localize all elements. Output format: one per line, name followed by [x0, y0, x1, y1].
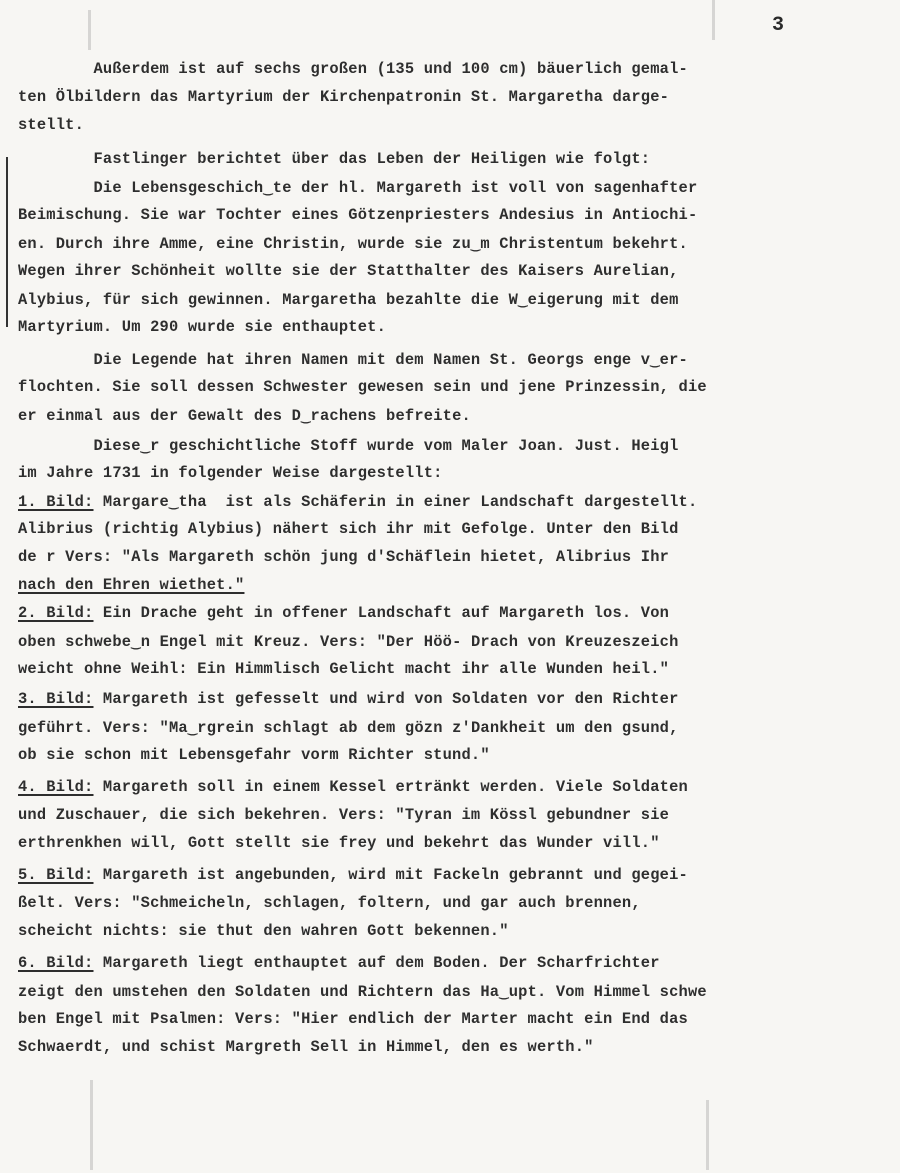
line: Die Lebensgeschich‿te der hl. Margareth ist voll von sagenhafter	[18, 179, 698, 197]
page-number: 3	[772, 14, 785, 37]
picture-3-line	[18, 690, 679, 708]
margin-line	[6, 157, 8, 327]
line: Diese‿r geschichtliche Stoff wurde vom Maler Joan. Just. Heigl	[18, 437, 679, 455]
line: zeigt den umstehen den Soldaten und Richtern das Ha‿upt. Vom Himmel schwe	[18, 983, 707, 1001]
line: ßelt. Vers: "Schmeicheln, schlagen, foltern, und gar auch brennen,	[18, 894, 641, 912]
line: weicht ohne Weihl: Ein Himmlisch Gelicht macht ihr alle Wunden heil."	[18, 660, 670, 678]
picture-2-line	[18, 604, 669, 622]
line: Beimischung. Sie war Tochter eines Götzenpriesters Andesius in Antiochi-	[18, 206, 698, 224]
picture-label: 5. Bild:	[18, 866, 94, 884]
line: geführt. Vers: "Ma‿rgrein schlagt ab dem gözn z'Dankheit um den gsund,	[18, 719, 679, 737]
picture-label: 6. Bild:	[18, 954, 94, 972]
line: nach den Ehren wiethet."	[18, 576, 245, 594]
line: Alybius, für sich gewinnen. Margaretha bezahlte die W‿eigerung mit dem	[18, 291, 679, 309]
line: Alibrius (richtig Alybius) nähert sich ihr mit Gefolge. Unter den Bild	[18, 520, 679, 538]
line: Wegen ihrer Schönheit wollte sie der Statthalter des Kaisers Aurelian,	[18, 262, 679, 280]
picture-text: Ein Drache geht in offener Landschaft auf Margareth los. Von	[93, 604, 670, 622]
line: und Zuschauer, die sich bekehren. Vers: "Tyran im Kössl gebundner sie	[18, 806, 670, 824]
picture-4-line	[18, 778, 688, 796]
scan-speck	[712, 0, 715, 40]
line: Außerdem ist auf sechs großen (135 und 100 cm) bäuerlich gemal-	[18, 60, 688, 78]
line: flochten. Sie soll dessen Schwester gewesen sein und jene Prinzessin, die	[18, 378, 707, 396]
picture-text: Margareth ist gefesselt und wird von Soldaten vor den Richter	[93, 690, 679, 708]
line: oben schwebe‿n Engel mit Kreuz. Vers: "Der Höö- Drach von Kreuzeszeich	[18, 633, 679, 651]
picture-label: 1. Bild:	[18, 493, 94, 511]
picture-text: Margareth liegt enthauptet auf dem Boden. Der Scharfrichter	[93, 954, 660, 972]
line: Die Legende hat ihren Namen mit dem Namen St. Georgs enge v‿er-	[18, 351, 688, 369]
line: stellt.	[18, 116, 85, 134]
line: ten Ölbildern das Martyrium der Kirchenpatronin St. Margaretha darge-	[18, 88, 670, 106]
line: Schwaerdt, und schist Margreth Sell in Himmel, den es werth."	[18, 1038, 594, 1056]
picture-label: 2. Bild:	[18, 604, 94, 622]
line: scheicht nichts: sie thut den wahren Gott bekennen."	[18, 922, 509, 940]
scan-speck	[88, 10, 91, 50]
line: er einmal aus der Gewalt des D‿rachens befreite.	[18, 407, 471, 425]
scan-speck	[706, 1100, 709, 1170]
line: ben Engel mit Psalmen: Vers: "Hier endlich der Marter macht ein End das	[18, 1010, 688, 1028]
picture-label: 4. Bild:	[18, 778, 94, 796]
line: im Jahre 1731 in folgender Weise dargestellt:	[18, 464, 443, 482]
line: Martyrium. Um 290 wurde sie enthauptet.	[18, 318, 386, 336]
picture-text: Margareth soll in einem Kessel ertränkt werden. Viele Soldaten	[93, 778, 688, 796]
line: Fastlinger berichtet über das Leben der Heiligen wie folgt:	[18, 150, 651, 168]
line: ob sie schon mit Lebensgefahr vorm Richter stund."	[18, 746, 490, 764]
line: en. Durch ihre Amme, eine Christin, wurde sie zu‿m Christentum bekehrt.	[18, 235, 688, 253]
picture-text: Margareth ist angebunden, wird mit Fackeln gebrannt und gegei-	[93, 866, 688, 884]
line: erthrenkhen will, Gott stellt sie frey und bekehrt das Wunder vill."	[18, 834, 660, 852]
line: de r Vers: "Als Margareth schön jung d'Schäflein hietet, Alibrius Ihr	[18, 548, 670, 566]
picture-6-line	[18, 954, 660, 972]
picture-5-line	[18, 866, 688, 884]
scan-speck	[90, 1080, 93, 1170]
picture-label: 3. Bild:	[18, 690, 94, 708]
picture-1-line	[18, 492, 697, 511]
picture-text: Margare‿tha ist als Schäferin in einer Landschaft dargestellt.	[93, 493, 698, 511]
